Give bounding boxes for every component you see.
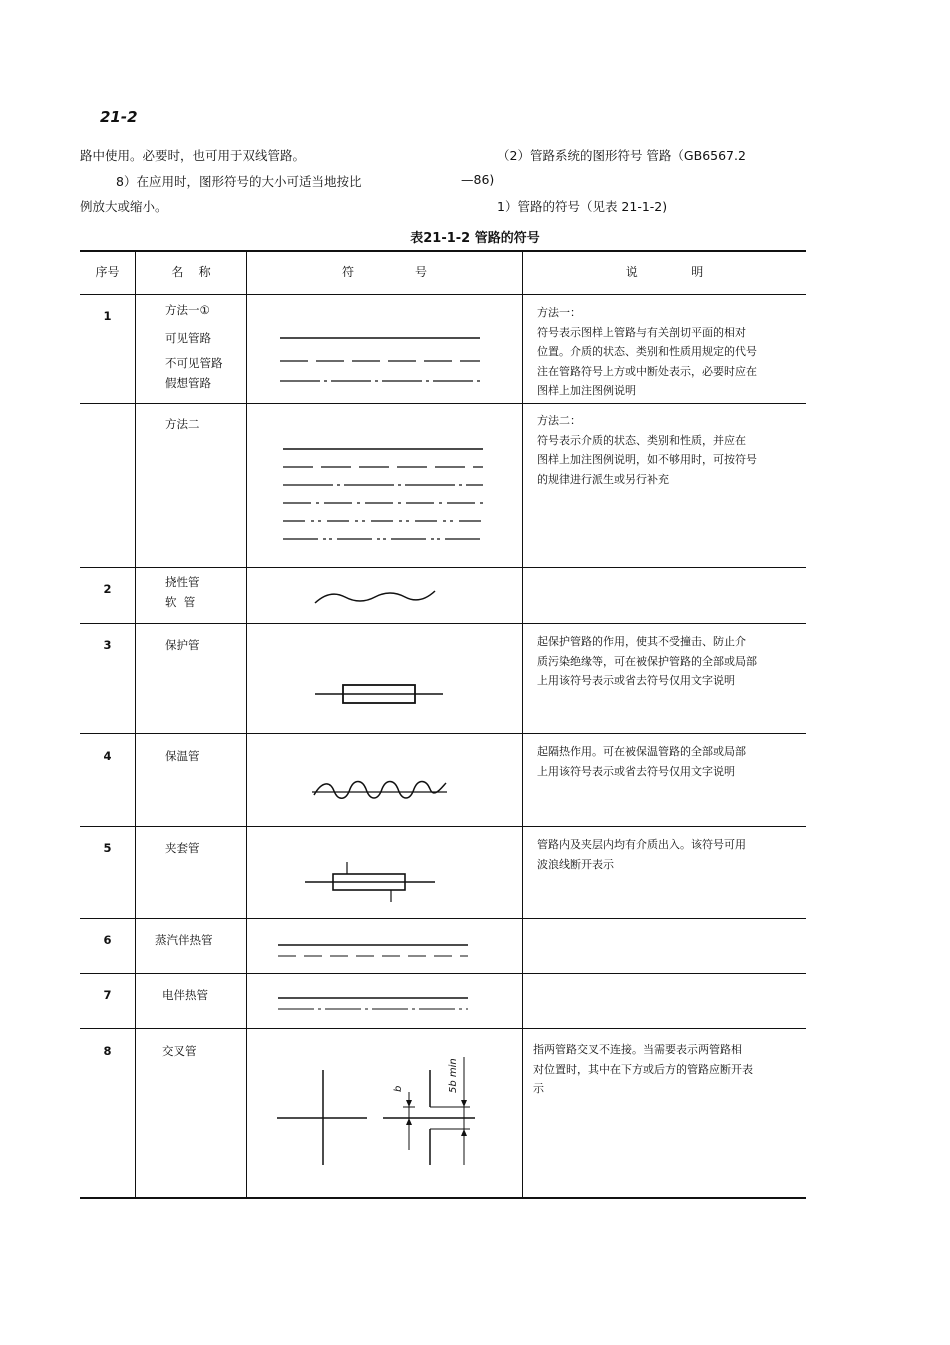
- row1-method2-title: 方法二: [165, 417, 200, 431]
- row5-num: 5: [103, 841, 112, 855]
- header-desc: 说 明: [625, 265, 704, 279]
- row4-name: 保温管: [165, 749, 200, 763]
- row1-method1-symbols: [280, 330, 485, 390]
- row2-name1: 挠性管: [165, 575, 200, 589]
- intro-right-line3: 1）管路的符号（见表 21-1-2): [497, 199, 668, 214]
- row3-num: 3: [103, 638, 112, 652]
- desc-line: 符号表示图样上管路与有关剖切平面的相对: [537, 325, 746, 339]
- row8-label-b: b: [393, 1085, 404, 1092]
- row6-num: 6: [103, 933, 112, 947]
- row1-method1-desc: [537, 303, 757, 401]
- desc-line: 方法一：: [537, 306, 581, 319]
- desc-line: 位置。介质的状态、类别和性质用规定的代号: [537, 345, 757, 358]
- row8-name: 交叉管: [162, 1044, 197, 1058]
- row2-name2: 软 管: [165, 595, 196, 609]
- desc-line: 起保护管路的作用，使其不受撞击、防止介: [537, 635, 746, 648]
- desc-line: 符号表示介质的状态、类别和性质，并应在: [537, 433, 746, 447]
- row7-name: 电伴热管: [162, 988, 208, 1002]
- row4-insulated-pipe-symbol: [312, 777, 452, 807]
- row2-num: 2: [103, 582, 112, 596]
- row3-name: 保护管: [165, 638, 200, 652]
- row7-num: 7: [103, 988, 112, 1002]
- desc-line: 上用该符号表示或省去符号仅用文字说明: [537, 764, 735, 778]
- desc-line: 图样上加注图例说明: [537, 384, 636, 397]
- row2-flexible-pipe-symbol: [315, 585, 445, 610]
- desc-line: 管路内及夹层内均有介质出入。该符号可用: [537, 838, 746, 851]
- row3-protective-pipe-symbol: [315, 682, 445, 706]
- row4-desc: [537, 742, 746, 781]
- row4-num: 4: [103, 749, 112, 763]
- row7-electric-traced-pipe-symbol: [278, 994, 473, 1014]
- header-num: 序号: [95, 265, 120, 279]
- row6-steam-traced-pipe-symbol: [278, 940, 473, 960]
- row1-method1-title: 方法一①: [165, 303, 210, 317]
- row8-desc: [533, 1040, 753, 1099]
- row5-jacketed-pipe-symbol: [305, 860, 440, 905]
- row1-imaginary-pipe: 假想管路: [165, 376, 211, 390]
- row5-name: 夹套管: [165, 841, 200, 855]
- desc-line: 上用该符号表示或省去符号仅用文字说明: [537, 674, 735, 687]
- desc-line: 波浪线断开表示: [537, 857, 614, 871]
- intro-right-line1: （2）管路系统的图形符号 管路（GB6567.2: [497, 148, 746, 163]
- row1-visible-pipe: 可见管路: [165, 331, 211, 345]
- header-name: 名 称: [171, 265, 211, 279]
- intro-left-line3: 例放大或缩小。: [80, 199, 168, 214]
- intro-left-line2: 8）在应用时，图形符号的大小可适当地按比: [116, 174, 362, 189]
- row5-desc: [537, 835, 746, 874]
- row3-desc: [537, 632, 757, 691]
- desc-line: 注在管路符号上方或中断处表示，必要时应在: [537, 364, 757, 378]
- row1-method2-desc: [537, 411, 757, 489]
- row1-invisible-pipe: 不可见管路: [165, 356, 223, 370]
- desc-line: 指两管路交叉不连接。当需要表示两管路相: [533, 1043, 742, 1056]
- desc-line: 的规律进行派生或另行补充: [537, 472, 669, 486]
- table-caption: 表21-1-2 管路的符号: [410, 231, 540, 246]
- row8-num: 8: [103, 1044, 112, 1058]
- row1-num: 1: [103, 309, 112, 323]
- intro-right-line2: —86): [461, 172, 495, 187]
- desc-line: 方法二：: [537, 414, 581, 427]
- desc-line: 示: [533, 1082, 544, 1095]
- desc-line: 质污染绝缘等，可在被保护管路的全部或局部: [537, 654, 757, 668]
- row6-name: 蒸汽伴热管: [155, 933, 213, 947]
- desc-line: 起隔热作用。可在被保温管路的全部或局部: [537, 745, 746, 758]
- desc-line: 图样上加注图例说明，如不够用时，可按符号: [537, 453, 757, 466]
- row8-label-5bmin: 5b min: [448, 1058, 459, 1093]
- row1-method2-symbols: [283, 440, 488, 545]
- header-symbol: 符 号: [341, 265, 428, 279]
- intro-left-line1: 路中使用。必要时，也可用于双线管路。: [80, 148, 306, 163]
- desc-line: 对位置时，其中在下方或后方的管路应断开表: [533, 1062, 753, 1076]
- page-number: 21-2: [100, 108, 138, 126]
